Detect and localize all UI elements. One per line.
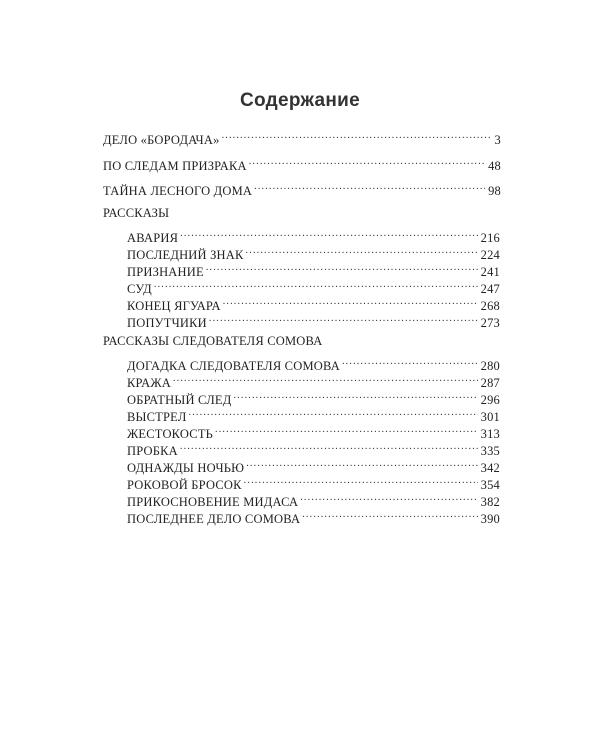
toc-entry-title: ОДНАЖДЫ НОЧЬЮ (127, 461, 245, 475)
leader-dots (254, 179, 485, 195)
toc-entry-page: 342 (480, 461, 500, 475)
leader-dots (300, 490, 477, 506)
toc-entry-title: ПРОБКА (127, 444, 178, 458)
toc-entry-title: ПОПУТЧИКИ (127, 316, 207, 330)
toc-entry-page: 216 (480, 231, 500, 245)
leader-dots (180, 439, 478, 455)
toc-entry-page: 273 (480, 316, 500, 330)
leader-dots (302, 507, 477, 523)
leader-dots (189, 405, 478, 421)
toc-entry-page: 224 (480, 248, 500, 262)
toc-entry-page: 335 (480, 444, 500, 458)
toc-entry-title: АВАРИЯ (127, 231, 179, 245)
toc-entry-page: 3 (494, 133, 501, 147)
toc-entry[interactable] (103, 154, 501, 174)
toc-entry-title: КОНЕЦ ЯГУАРА (127, 299, 221, 313)
toc-entry-page: 268 (480, 299, 500, 313)
toc-entry-page: 390 (480, 512, 500, 526)
toc-entry-title: КРАЖА (127, 376, 171, 390)
toc-entry-title: РОКОВОЙ БРОСОК (127, 478, 242, 492)
toc-entry-title: ПО СЛЕДАМ ПРИЗРАКА (103, 159, 247, 173)
toc-entry-page: 301 (480, 410, 500, 424)
toc-entry-page: 382 (480, 495, 500, 509)
toc-entry-title: ПРИКОСНОВЕНИЕ МИДАСА (127, 495, 299, 509)
toc-entry[interactable] (103, 179, 501, 199)
toc-entry-title: ПОСЛЕДНИЙ ЗНАК (127, 248, 244, 262)
toc-entry-title: ЖЕСТОКОСТЬ (127, 427, 214, 441)
toc-entry-page: 98 (488, 184, 501, 198)
section-heading-somov: РАССКАЗЫ СЛЕДОВАТЕЛЯ СОМОВА (103, 334, 323, 348)
toc-entry-title: ОБРАТНЫЙ СЛЕД (127, 393, 232, 407)
toc-entry-page: 247 (480, 282, 500, 296)
leader-dots (246, 456, 477, 472)
toc-entry[interactable] (103, 128, 501, 148)
toc-entry-page: 296 (480, 393, 500, 407)
toc-entry-page: 280 (480, 359, 500, 373)
leader-dots (244, 473, 478, 489)
page-title: Содержание (239, 90, 361, 111)
leader-dots (173, 371, 478, 387)
leader-dots (233, 388, 477, 404)
section-heading-stories: РАССКАЗЫ (103, 206, 170, 220)
toc-entry-title: ПРИЗНАНИЕ (127, 265, 204, 279)
toc-entry-title: ДОГАДКА СЛЕДОВАТЕЛЯ СОМОВА (127, 359, 340, 373)
leader-dots (180, 226, 478, 242)
toc-entry-title: ВЫСТРЕЛ (127, 410, 187, 424)
leader-dots (342, 354, 478, 370)
toc-entry[interactable] (127, 311, 500, 331)
leader-dots (246, 243, 478, 259)
leader-dots (154, 277, 478, 293)
leader-dots (223, 294, 478, 310)
leader-dots (215, 422, 478, 438)
toc-entry-page: 287 (480, 376, 500, 390)
leader-dots (222, 128, 492, 144)
leader-dots (209, 311, 478, 327)
toc-entry-title: ТАЙНА ЛЕСНОГО ДОМА (103, 184, 253, 198)
leader-dots (206, 260, 478, 276)
toc-entry[interactable] (127, 507, 500, 527)
toc-entry-title: ДЕЛО «БОРОДАЧА» (103, 133, 220, 147)
leader-dots (249, 154, 485, 170)
toc-entry-page: 313 (480, 427, 500, 441)
toc-entry-page: 48 (488, 159, 501, 173)
toc-entry-title: ПОСЛЕДНЕЕ ДЕЛО СОМОВА (127, 512, 301, 526)
toc-entry-page: 354 (480, 478, 500, 492)
toc-entry-title: СУД (127, 282, 152, 296)
toc-entry-page: 241 (480, 265, 500, 279)
